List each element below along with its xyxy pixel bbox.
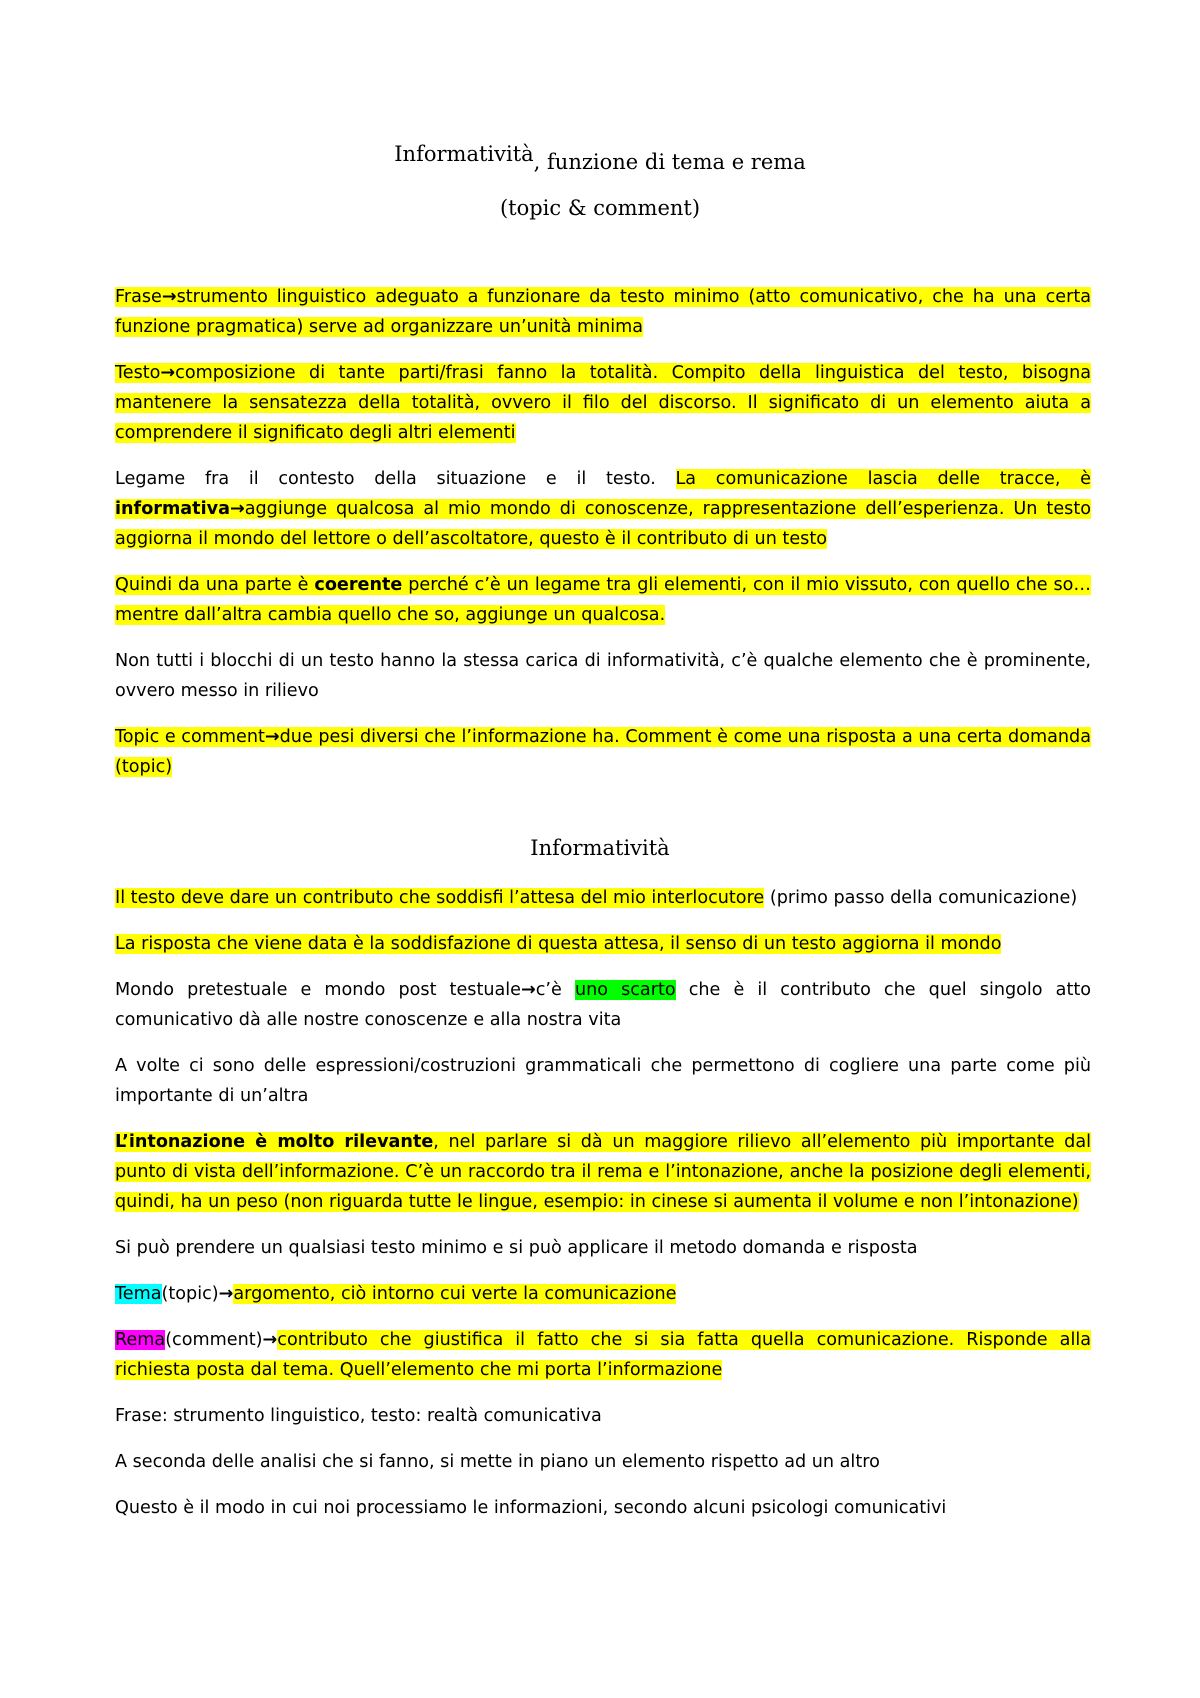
paragraph-text: composizione di tante parti/frasi fanno la totalità. Compito della linguistica del testo, bisogna mantenere la sensatezza della totalità, ovvero il filo del discorso. Il significato di un elemento aiuta a comprendere il significato degli altri elementi	[115, 363, 1091, 443]
paragraph-text: strumento linguistico adeguato a funzionare da testo minimo (atto comunicativo, che ha una certa funzione pragmatica) serve ad organizzare un’unità minima	[115, 287, 1091, 337]
arrow-icon: →	[264, 727, 280, 747]
paragraph-text: Legame fra il contesto della situazione e il testo.	[115, 469, 676, 489]
term-topic-comment: Topic e comment	[115, 727, 265, 747]
paragraph-text: che è il contributo che quel singolo atto comunicativo dà alle nostre conoscenze e alla nostra vita	[115, 980, 1092, 1030]
arrow-icon: →	[262, 1330, 278, 1350]
paragraph-legame	[115, 464, 1091, 554]
paragraph-tema	[115, 1279, 1091, 1309]
arrow-icon: →	[521, 980, 536, 1000]
arrow-icon: →	[229, 499, 245, 519]
arrow-icon: →	[161, 287, 177, 307]
section-heading-informativita: Informatività	[530, 836, 670, 860]
title-word: Informatività	[394, 142, 534, 166]
paragraph-quindi	[115, 570, 1091, 630]
highlight-text: La risposta che viene data è la soddisfazione di questa attesa, il senso di un testo aggiorna il mondo	[115, 934, 1002, 954]
paragraph-espressioni: A volte ci sono delle espressioni/costruzioni grammaticali che permettono di cogliere una parte come più importante di un’altra	[115, 1056, 1091, 1106]
term-rema: Rema	[115, 1330, 166, 1350]
highlight-green-text: uno scarto	[574, 980, 676, 1000]
paragraph-text: c’è	[535, 980, 575, 1000]
section-intro	[115, 282, 1091, 798]
highlight-text: contributo che giustifica il fatto che si sia fatta quella comunicazione. Risponde alla richiesta posta dal tema. Quell’elemento che mi porta l’informazione	[115, 1330, 1091, 1380]
highlight-text: perché c’è un legame tra gli elementi, con il mio vissuto, con quello che so… mentre dall’altra cambia quello che so, aggiunge un qualcosa.	[115, 575, 1091, 625]
term-testo: Testo	[115, 363, 161, 383]
highlight-text: aggiunge qualcosa al mio mondo di conoscenze, rappresentazione dell’esperienza. Un testo aggiorna il mondo del lettore o dell’ascoltatore, questo è il contributo di un testo	[115, 499, 1091, 549]
paragraph-text: (comment)	[165, 1330, 263, 1350]
paragraph-text: Mondo pretestuale e mondo post testuale	[115, 980, 521, 1000]
paragraph-mondo	[115, 975, 1091, 1035]
paragraph-processiamo: Questo è il modo in cui noi processiamo le informazioni, secondo alcuni psicologi comunicativi	[115, 1498, 947, 1518]
paragraph-intonazione	[115, 1127, 1091, 1217]
paragraph-analisi: A seconda delle analisi che si fanno, si mette in piano un elemento rispetto ad un altro	[115, 1452, 880, 1472]
bold-term-coerente: coerente	[314, 575, 403, 595]
document-subtitle: (topic & comment)	[499, 196, 701, 220]
term-frase: Frase	[115, 287, 162, 307]
bold-term-intonazione: L’intonazione è molto rilevante	[115, 1132, 434, 1152]
section-informativita	[115, 883, 1091, 1539]
paragraph-text: (topic)	[161, 1284, 219, 1304]
paragraph-testo	[115, 358, 1091, 448]
document-title	[0, 142, 1200, 174]
paragraph-contributo	[115, 883, 1091, 913]
paragraph-frase-testo: Frase: strumento linguistico, testo: realtà comunicativa	[115, 1406, 602, 1426]
bold-term-informativa: informativa	[115, 499, 230, 519]
arrow-icon: →	[218, 1284, 234, 1304]
term-tema: Tema	[115, 1284, 162, 1304]
paragraph-risposta	[115, 929, 1091, 959]
paragraph-topic-comment	[115, 722, 1091, 782]
highlight-text: argomento, ciò intorno cui verte la comunicazione	[233, 1284, 677, 1304]
highlight-text: La comunicazione lascia delle tracce, è	[675, 469, 1091, 489]
paragraph-text: (primo passo della comunicazione)	[764, 888, 1078, 908]
paragraph-rema	[115, 1325, 1091, 1385]
paragraph-frase	[115, 282, 1091, 342]
highlight-text: Quindi da una parte è	[115, 575, 315, 595]
paragraph-blocchi: Non tutti i blocchi di un testo hanno la stessa carica di informatività, c’è qualche elemento che è prominente, ovvero messo in rilievo	[115, 651, 1091, 701]
paragraph-text: due pesi diversi che l’informazione ha. Comment è come una risposta a una certa domanda (topic)	[115, 727, 1091, 777]
paragraph-metodo: Si può prendere un qualsiasi testo minimo e si può applicare il metodo domanda e risposta	[115, 1238, 918, 1258]
highlight-text: , nel parlare si dà un maggiore rilievo all’elemento più importante dal punto di vista dell’informazione. C’è un raccordo tra il rema e l’intonazione, anche la posizione degli elementi, quindi, ha un peso (non riguarda tutte le lingue, esempio: in cinese si aumenta il volume e non l’intonazione)	[115, 1132, 1091, 1212]
arrow-icon: →	[160, 363, 176, 383]
title-rest: , funzione di tema e rema	[533, 150, 806, 174]
highlight-text: Il testo deve dare un contributo che soddisfi l’attesa del mio interlocutore	[115, 888, 765, 908]
